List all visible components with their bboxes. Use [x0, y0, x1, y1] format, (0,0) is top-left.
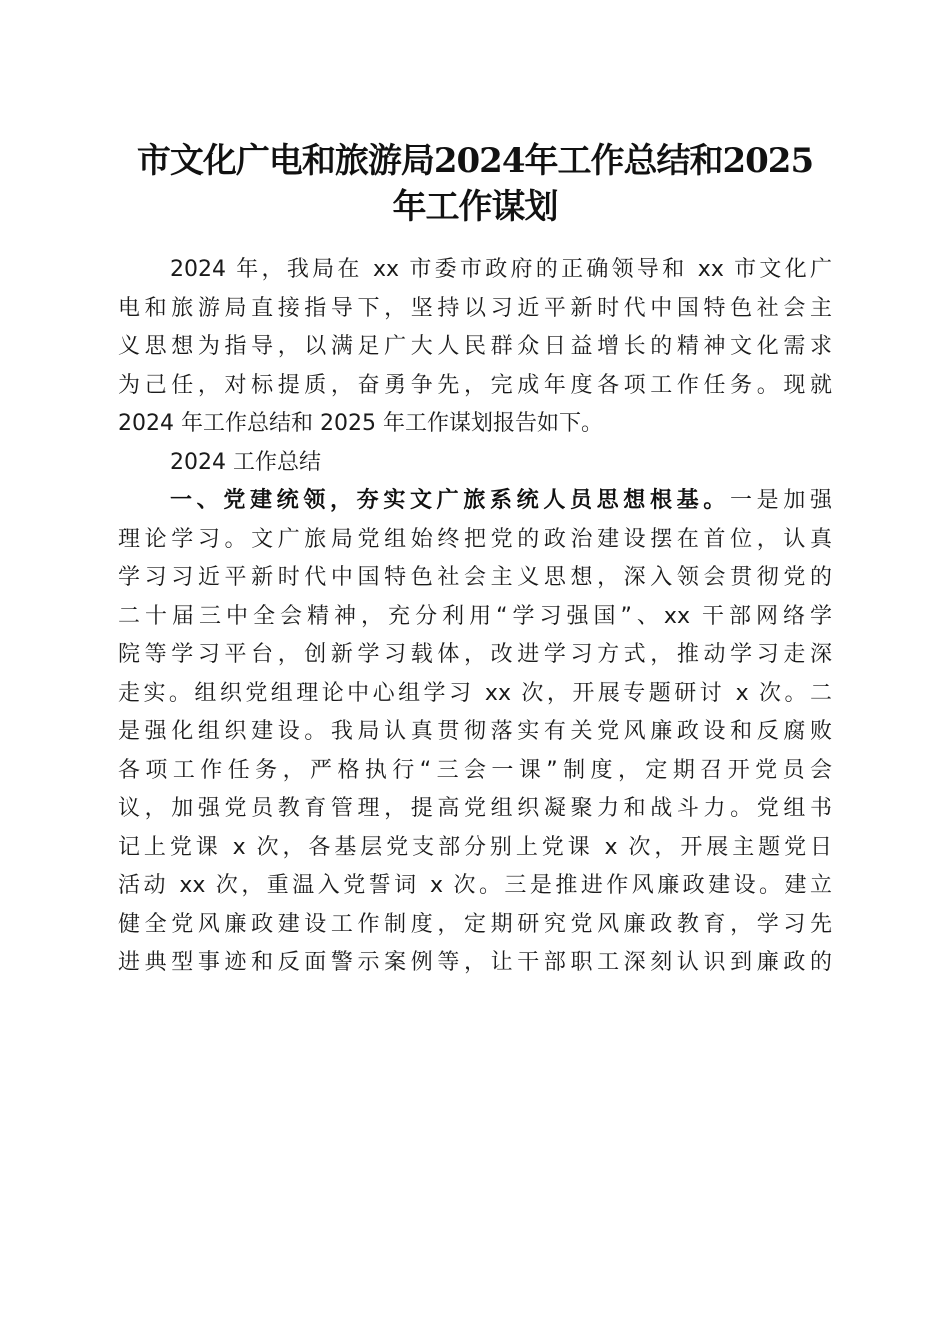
- paragraph-line: 各项工作任务，严格执行“三会一课”制度，定期召开党员会: [118, 757, 832, 783]
- section-1-paragraph: [118, 482, 832, 983]
- paragraph-line: 义思想为指导，以满足广大人民群众日益增长的精神文化需求: [118, 334, 832, 359]
- document-body: [118, 251, 832, 983]
- section-1-heading: 一、党建统领，夯实文广旅系统人员思想根基。: [170, 488, 730, 513]
- document-title: [118, 138, 832, 230]
- paragraph-line: 二十届三中全会精神，充分利用“学习强国”、xx 干部网络学: [118, 603, 832, 629]
- title-line-1: 市文化广电和旅游局2024年工作总结和2025: [136, 141, 814, 181]
- paragraph-line: 电和旅游局直接指导下，坚持以习近平新时代中国特色社会主: [118, 295, 832, 321]
- paragraph-line: 为己任，对标提质，奋勇争先，完成年度各项工作任务。现就: [118, 372, 832, 398]
- paragraph-line: 是强化组织建设。我局认真贯彻落实有关党风廉政设和反腐败: [118, 719, 832, 744]
- intro-paragraph: [118, 251, 832, 444]
- paragraph-line: 议，加强党员教育管理，提高党组织凝聚力和战斗力。党组书: [118, 796, 832, 821]
- section-1-first-line-rest: 一是加强: [729, 488, 832, 513]
- paragraph-line: 理论学习。文广旅局党组始终把党的政治建设摆在首位，认真: [118, 526, 832, 552]
- paragraph-line: 进典型事迹和反面警示案例等，让干部职工深刻认识到廉政的: [118, 950, 832, 975]
- paragraph-line: 2024 年工作总结和 2025 年工作谋划报告如下。: [118, 411, 603, 436]
- title-line-2: 年工作谋划: [392, 187, 558, 227]
- paragraph-line: 院等学习平台，创新学习载体，改进学习方式，推动学习走深: [118, 642, 832, 667]
- paragraph-line: 健全党风廉政建设工作制度，定期研究党风廉政教育，学习先: [118, 911, 832, 937]
- paragraph-line: 活动 xx 次，重温入党誓词 x 次。三是推进作风廉政建设。建立: [118, 873, 832, 898]
- paragraph-line: 记上党课 x 次，各基层党支部分别上党课 x 次，开展主题党日: [118, 834, 832, 860]
- section-1-first-line: [118, 482, 832, 521]
- paragraph-line: 2024 年，我局在 xx 市委市政府的正确领导和 xx 市文化广: [170, 257, 832, 282]
- paragraph-line: 走实。组织党组理论中心组学习 xx 次，开展专题研讨 x 次。二: [118, 680, 832, 706]
- paragraph-line: 学习习近平新时代中国特色社会主义思想，深入领会贯彻党的: [118, 565, 832, 590]
- section-label: 2024 工作总结: [170, 449, 321, 475]
